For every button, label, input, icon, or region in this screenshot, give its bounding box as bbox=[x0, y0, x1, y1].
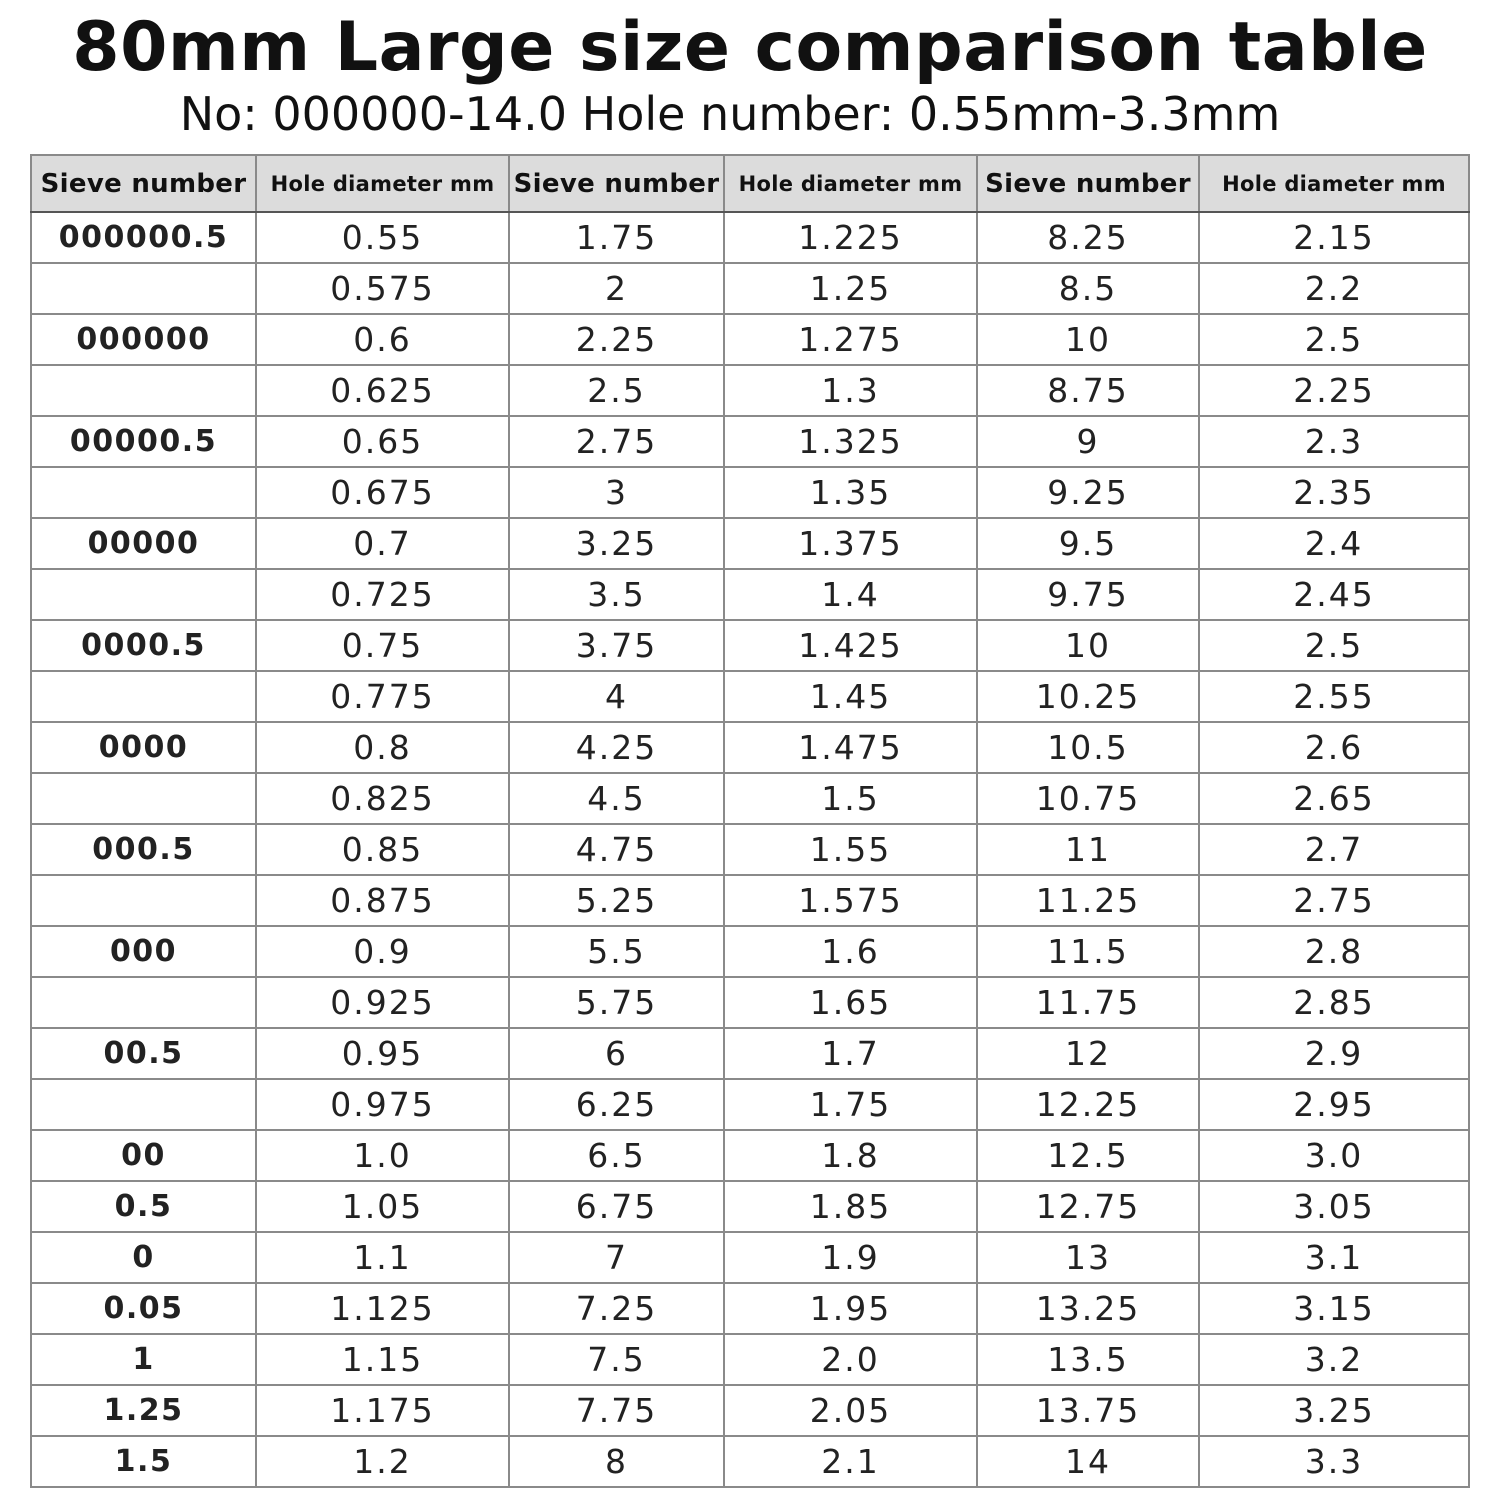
sieve-number-cell bbox=[31, 365, 256, 416]
sieve-number-cell: 12 bbox=[977, 1028, 1199, 1079]
hole-diameter-cell: 0.675 bbox=[256, 467, 509, 518]
table-row bbox=[31, 1436, 1469, 1487]
hole-diameter-cell: 1.275 bbox=[724, 314, 977, 365]
sieve-number-cell bbox=[31, 671, 256, 722]
sieve-number-cell: 10.25 bbox=[977, 671, 1199, 722]
sieve-number-cell: 9 bbox=[977, 416, 1199, 467]
table-row bbox=[31, 722, 1469, 773]
hole-diameter-cell: 0.8 bbox=[256, 722, 509, 773]
sieve-number-cell: 5.5 bbox=[509, 926, 724, 977]
table-row bbox=[31, 416, 1469, 467]
hole-diameter-cell: 1.6 bbox=[724, 926, 977, 977]
hole-diameter-cell: 3.0 bbox=[1199, 1130, 1469, 1181]
table-row bbox=[31, 773, 1469, 824]
table-body bbox=[31, 212, 1469, 1487]
table-row bbox=[31, 569, 1469, 620]
column-header-sieve-number: Sieve number bbox=[31, 155, 256, 212]
table-row bbox=[31, 1079, 1469, 1130]
table-row bbox=[31, 467, 1469, 518]
hole-diameter-cell: 2.4 bbox=[1199, 518, 1469, 569]
hole-diameter-cell: 0.975 bbox=[256, 1079, 509, 1130]
sieve-number-cell: 3 bbox=[509, 467, 724, 518]
table-row bbox=[31, 263, 1469, 314]
hole-diameter-cell: 1.0 bbox=[256, 1130, 509, 1181]
table-row bbox=[31, 620, 1469, 671]
sieve-number-cell: 2.75 bbox=[509, 416, 724, 467]
hole-diameter-cell: 3.15 bbox=[1199, 1283, 1469, 1334]
sieve-number-cell: 10.5 bbox=[977, 722, 1199, 773]
sieve-number-cell: 000 bbox=[31, 926, 256, 977]
hole-diameter-cell: 1.475 bbox=[724, 722, 977, 773]
sieve-number-cell: 3.25 bbox=[509, 518, 724, 569]
sieve-number-cell: 0 bbox=[31, 1232, 256, 1283]
sieve-number-cell: 12.25 bbox=[977, 1079, 1199, 1130]
sieve-number-cell: 0000.5 bbox=[31, 620, 256, 671]
hole-diameter-cell: 2.65 bbox=[1199, 773, 1469, 824]
hole-diameter-cell: 1.575 bbox=[724, 875, 977, 926]
table-row bbox=[31, 1283, 1469, 1334]
sieve-number-cell: 7 bbox=[509, 1232, 724, 1283]
table-row bbox=[31, 671, 1469, 722]
sieve-number-cell: 10 bbox=[977, 314, 1199, 365]
sieve-number-cell: 6 bbox=[509, 1028, 724, 1079]
hole-diameter-cell: 1.325 bbox=[724, 416, 977, 467]
sieve-number-cell: 1 bbox=[31, 1334, 256, 1385]
sieve-number-cell: 9.5 bbox=[977, 518, 1199, 569]
hole-diameter-cell: 3.2 bbox=[1199, 1334, 1469, 1385]
table-header bbox=[31, 155, 1469, 212]
hole-diameter-cell: 1.375 bbox=[724, 518, 977, 569]
hole-diameter-cell: 1.2 bbox=[256, 1436, 509, 1487]
sieve-number-cell: 00.5 bbox=[31, 1028, 256, 1079]
table-row bbox=[31, 365, 1469, 416]
sieve-number-cell: 6.75 bbox=[509, 1181, 724, 1232]
hole-diameter-cell: 0.95 bbox=[256, 1028, 509, 1079]
hole-diameter-cell: 1.15 bbox=[256, 1334, 509, 1385]
sieve-number-cell: 6.25 bbox=[509, 1079, 724, 1130]
hole-diameter-cell: 1.75 bbox=[724, 1079, 977, 1130]
sieve-number-cell bbox=[31, 467, 256, 518]
hole-diameter-cell: 2.35 bbox=[1199, 467, 1469, 518]
hole-diameter-cell: 2.85 bbox=[1199, 977, 1469, 1028]
table-row bbox=[31, 1130, 1469, 1181]
hole-diameter-cell: 2.5 bbox=[1199, 314, 1469, 365]
sieve-number-cell: 13.5 bbox=[977, 1334, 1199, 1385]
hole-diameter-cell: 1.25 bbox=[724, 263, 977, 314]
hole-diameter-cell: 0.875 bbox=[256, 875, 509, 926]
hole-diameter-cell: 1.425 bbox=[724, 620, 977, 671]
hole-diameter-cell: 0.575 bbox=[256, 263, 509, 314]
sieve-number-cell: 5.25 bbox=[509, 875, 724, 926]
hole-diameter-cell: 0.625 bbox=[256, 365, 509, 416]
hole-diameter-cell: 1.225 bbox=[724, 212, 977, 263]
hole-diameter-cell: 2.95 bbox=[1199, 1079, 1469, 1130]
table-row bbox=[31, 1028, 1469, 1079]
hole-diameter-cell: 2.75 bbox=[1199, 875, 1469, 926]
hole-diameter-cell: 0.65 bbox=[256, 416, 509, 467]
sieve-number-cell: 2.25 bbox=[509, 314, 724, 365]
sieve-number-cell: 1.25 bbox=[31, 1385, 256, 1436]
sieve-number-cell: 4.75 bbox=[509, 824, 724, 875]
table-row bbox=[31, 1181, 1469, 1232]
column-header-hole-diameter: Hole diameter mm bbox=[1199, 155, 1469, 212]
hole-diameter-cell: 1.4 bbox=[724, 569, 977, 620]
hole-diameter-cell: 0.85 bbox=[256, 824, 509, 875]
sieve-number-cell: 11 bbox=[977, 824, 1199, 875]
sieve-number-cell bbox=[31, 977, 256, 1028]
hole-diameter-cell: 1.8 bbox=[724, 1130, 977, 1181]
hole-diameter-cell: 2.25 bbox=[1199, 365, 1469, 416]
sieve-number-cell: 000000 bbox=[31, 314, 256, 365]
hole-diameter-cell: 1.7 bbox=[724, 1028, 977, 1079]
sieve-number-cell: 7.5 bbox=[509, 1334, 724, 1385]
table-row bbox=[31, 314, 1469, 365]
sieve-number-cell: 8.75 bbox=[977, 365, 1199, 416]
sieve-number-cell: 5.75 bbox=[509, 977, 724, 1028]
sieve-number-cell: 00000 bbox=[31, 518, 256, 569]
sieve-number-cell: 000000.5 bbox=[31, 212, 256, 263]
hole-diameter-cell: 2.8 bbox=[1199, 926, 1469, 977]
hole-diameter-cell: 0.9 bbox=[256, 926, 509, 977]
sieve-number-cell: 6.5 bbox=[509, 1130, 724, 1181]
hole-diameter-cell: 1.45 bbox=[724, 671, 977, 722]
sieve-number-cell: 1.5 bbox=[31, 1436, 256, 1487]
hole-diameter-cell: 1.35 bbox=[724, 467, 977, 518]
sieve-number-cell: 14 bbox=[977, 1436, 1199, 1487]
table-row bbox=[31, 1334, 1469, 1385]
sieve-number-cell: 00 bbox=[31, 1130, 256, 1181]
table-row bbox=[31, 824, 1469, 875]
sieve-number-cell: 11.25 bbox=[977, 875, 1199, 926]
page-title: 80mm Large size comparison table bbox=[72, 8, 1428, 87]
hole-diameter-cell: 1.95 bbox=[724, 1283, 977, 1334]
hole-diameter-cell: 0.7 bbox=[256, 518, 509, 569]
sieve-number-cell: 0.05 bbox=[31, 1283, 256, 1334]
hole-diameter-cell: 1.55 bbox=[724, 824, 977, 875]
sieve-number-cell: 2.5 bbox=[509, 365, 724, 416]
sieve-number-cell: 8 bbox=[509, 1436, 724, 1487]
hole-diameter-cell: 2.05 bbox=[724, 1385, 977, 1436]
sieve-number-cell: 3.75 bbox=[509, 620, 724, 671]
sieve-number-cell: 000.5 bbox=[31, 824, 256, 875]
sieve-number-cell: 0000 bbox=[31, 722, 256, 773]
hole-diameter-cell: 2.15 bbox=[1199, 212, 1469, 263]
sieve-number-cell: 3.5 bbox=[509, 569, 724, 620]
sieve-number-cell: 1.75 bbox=[509, 212, 724, 263]
hole-diameter-cell: 2.2 bbox=[1199, 263, 1469, 314]
hole-diameter-cell: 3.3 bbox=[1199, 1436, 1469, 1487]
hole-diameter-cell: 1.65 bbox=[724, 977, 977, 1028]
sieve-number-cell: 10 bbox=[977, 620, 1199, 671]
sieve-number-cell bbox=[31, 1079, 256, 1130]
sieve-number-cell: 00000.5 bbox=[31, 416, 256, 467]
hole-diameter-cell: 2.55 bbox=[1199, 671, 1469, 722]
hole-diameter-cell: 1.5 bbox=[724, 773, 977, 824]
table-row bbox=[31, 875, 1469, 926]
sieve-number-cell: 13.75 bbox=[977, 1385, 1199, 1436]
hole-diameter-cell: 2.9 bbox=[1199, 1028, 1469, 1079]
hole-diameter-cell: 2.5 bbox=[1199, 620, 1469, 671]
sieve-number-cell bbox=[31, 875, 256, 926]
sieve-number-cell: 4.25 bbox=[509, 722, 724, 773]
table-row bbox=[31, 926, 1469, 977]
sieve-number-cell: 11.75 bbox=[977, 977, 1199, 1028]
hole-diameter-cell: 1.9 bbox=[724, 1232, 977, 1283]
table-row bbox=[31, 977, 1469, 1028]
sieve-number-cell: 4.5 bbox=[509, 773, 724, 824]
hole-diameter-cell: 2.1 bbox=[724, 1436, 977, 1487]
sieve-number-cell: 13.25 bbox=[977, 1283, 1199, 1334]
hole-diameter-cell: 0.925 bbox=[256, 977, 509, 1028]
page-subtitle: No: 000000-14.0 Hole number: 0.55mm-3.3mm bbox=[179, 87, 1281, 141]
sieve-number-cell: 2 bbox=[509, 263, 724, 314]
sieve-number-cell: 4 bbox=[509, 671, 724, 722]
hole-diameter-cell: 1.125 bbox=[256, 1283, 509, 1334]
column-header-hole-diameter: Hole diameter mm bbox=[256, 155, 509, 212]
hole-diameter-cell: 2.45 bbox=[1199, 569, 1469, 620]
sieve-number-cell: 11.5 bbox=[977, 926, 1199, 977]
sieve-number-cell: 0.5 bbox=[31, 1181, 256, 1232]
sieve-number-cell: 10.75 bbox=[977, 773, 1199, 824]
hole-diameter-cell: 0.55 bbox=[256, 212, 509, 263]
sieve-number-cell bbox=[31, 569, 256, 620]
hole-diameter-cell: 3.25 bbox=[1199, 1385, 1469, 1436]
sieve-number-cell: 8.5 bbox=[977, 263, 1199, 314]
column-header-hole-diameter: Hole diameter mm bbox=[724, 155, 977, 212]
hole-diameter-cell: 1.85 bbox=[724, 1181, 977, 1232]
comparison-table bbox=[30, 154, 1470, 1488]
sieve-number-cell bbox=[31, 773, 256, 824]
hole-diameter-cell: 1.05 bbox=[256, 1181, 509, 1232]
hole-diameter-cell: 3.1 bbox=[1199, 1232, 1469, 1283]
hole-diameter-cell: 0.725 bbox=[256, 569, 509, 620]
hole-diameter-cell: 2.0 bbox=[724, 1334, 977, 1385]
hole-diameter-cell: 1.175 bbox=[256, 1385, 509, 1436]
hole-diameter-cell: 0.75 bbox=[256, 620, 509, 671]
hole-diameter-cell: 3.05 bbox=[1199, 1181, 1469, 1232]
column-header-sieve-number: Sieve number bbox=[509, 155, 724, 212]
hole-diameter-cell: 2.7 bbox=[1199, 824, 1469, 875]
sieve-number-cell: 7.25 bbox=[509, 1283, 724, 1334]
hole-diameter-cell: 2.6 bbox=[1199, 722, 1469, 773]
hole-diameter-cell: 0.6 bbox=[256, 314, 509, 365]
hole-diameter-cell: 0.825 bbox=[256, 773, 509, 824]
hole-diameter-cell: 0.775 bbox=[256, 671, 509, 722]
sieve-number-cell: 9.25 bbox=[977, 467, 1199, 518]
sieve-number-cell bbox=[31, 263, 256, 314]
column-header-sieve-number: Sieve number bbox=[977, 155, 1199, 212]
table-row bbox=[31, 518, 1469, 569]
table-row bbox=[31, 1232, 1469, 1283]
hole-diameter-cell: 1.1 bbox=[256, 1232, 509, 1283]
hole-diameter-cell: 2.3 bbox=[1199, 416, 1469, 467]
sieve-number-cell: 12.5 bbox=[977, 1130, 1199, 1181]
table-row bbox=[31, 212, 1469, 263]
sieve-number-cell: 8.25 bbox=[977, 212, 1199, 263]
table-row bbox=[31, 1385, 1469, 1436]
sieve-number-cell: 9.75 bbox=[977, 569, 1199, 620]
sieve-number-cell: 13 bbox=[977, 1232, 1199, 1283]
sieve-number-cell: 7.75 bbox=[509, 1385, 724, 1436]
header-row bbox=[31, 155, 1469, 212]
sieve-number-cell: 12.75 bbox=[977, 1181, 1199, 1232]
hole-diameter-cell: 1.3 bbox=[724, 365, 977, 416]
